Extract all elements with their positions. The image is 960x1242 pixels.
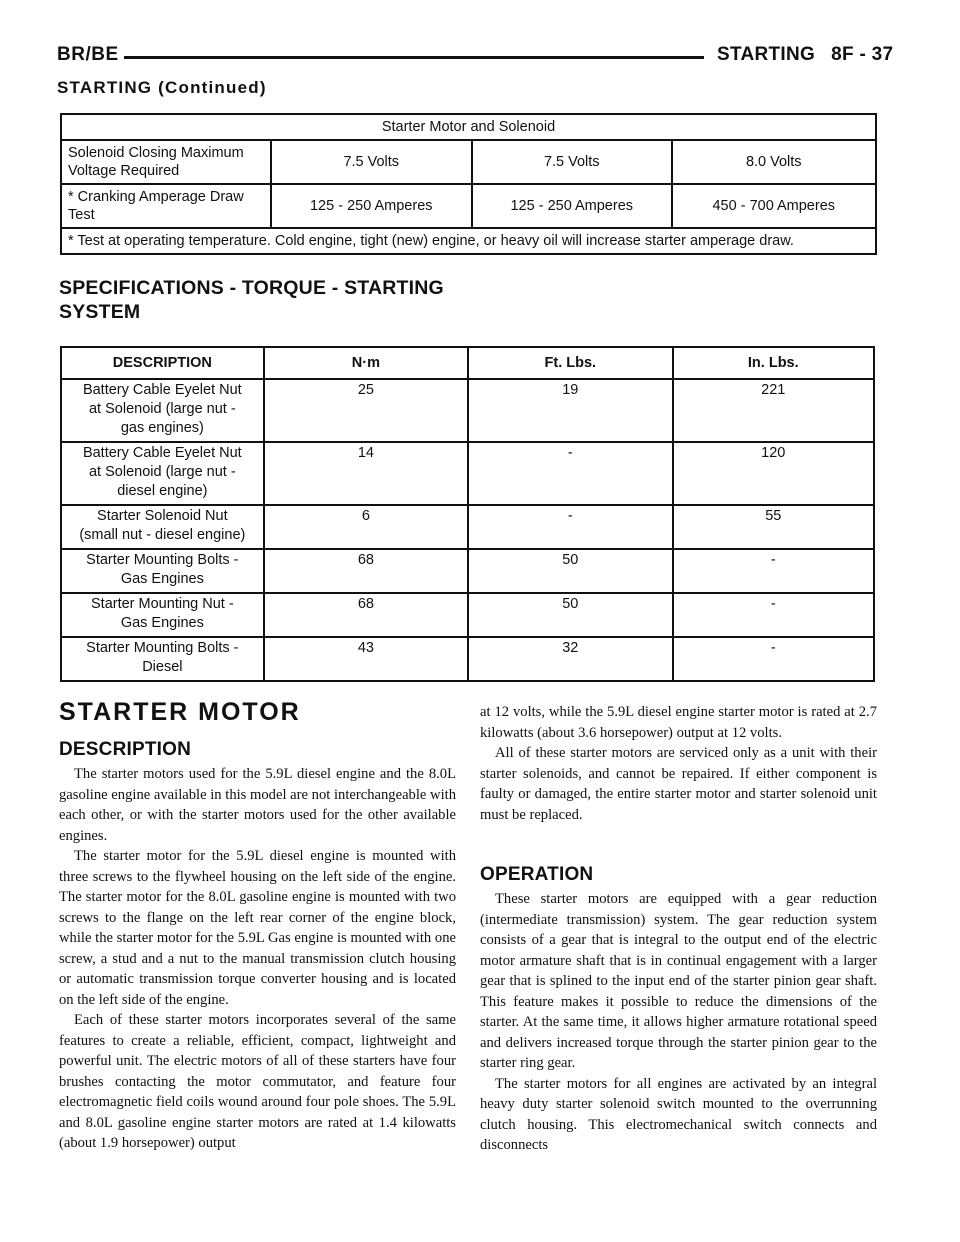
description-heading: DESCRIPTION (59, 739, 192, 760)
description-cell (61, 442, 264, 505)
description-cell (61, 593, 264, 637)
desc-line: Diesel (142, 659, 183, 675)
table-cell: 450 - 700 Amperes (672, 184, 877, 228)
table-row (61, 379, 874, 442)
desc-line: diesel engine) (117, 483, 208, 499)
desc-line: gas engines) (120, 420, 204, 436)
running-header-model: BR/BE (57, 44, 119, 65)
table-cell: 7.5 Volts (271, 140, 473, 184)
desc-line: Gas Engines (120, 615, 204, 631)
ftlbs-cell: - (468, 442, 672, 505)
table-cell: 7.5 Volts (472, 140, 672, 184)
ftlbs-cell: 32 (468, 637, 672, 681)
desc-line: Starter Solenoid Nut (97, 508, 228, 524)
ftlbs-cell: 19 (468, 379, 672, 442)
starter-solenoid-table (60, 113, 877, 255)
row-label: * Cranking Amperage Draw Test (61, 184, 271, 228)
header-rule (124, 56, 704, 59)
desc-line: (small nut - diesel engine) (79, 527, 246, 543)
desc-line: at Solenoid (large nut - (88, 401, 236, 417)
table-cell: 125 - 250 Amperes (271, 184, 473, 228)
paragraph: The starter motor for the 5.9L diesel engine is mounted with three screws to the flywheel housing on the left side of the engine. The starter motor for the 8.0L gasoline engine is mounted with two screws to the flange on the left rear corner of the engine block, while the starter motor for the 5.9L Gas engine is mounted with one screw, a stud and a nut to the manual transmission clutch housing or automatic transmission torque converter housing and is located on the left side of the engine. (59, 848, 456, 1008)
description-text-left (59, 764, 456, 1154)
table-row (61, 593, 874, 637)
paragraph: The starter motors used for the 5.9L diesel engine and the 8.0L gasoline engine available in this model are not interchangeable with each other, or with the starter motors used for the other available engines. (59, 766, 456, 844)
table-row (61, 637, 874, 681)
paragraph: at 12 volts, while the 5.9L diesel engine starter motor is rated at 2.7 kilowatts (about 3.6 horsepower) output at 12 volts. (480, 704, 877, 741)
inlbs-cell: - (673, 637, 874, 681)
column-header: N·m (264, 347, 468, 379)
table-row (61, 505, 874, 549)
paragraph: Each of these starter motors incorporates several of the same features to create a reliable, efficient, compact, lightweight and powerful unit. The electric motors of all of these starters have four brushes contacting the motor commutator, and feature four electromagnetic field coils wound around four pole shoes. The 5.9L and 8.0L gasoline engine starter motors are rated at 1.4 kilowatts (about 1.9 horsepower) output (59, 1012, 456, 1151)
table-title: Starter Motor and Solenoid (61, 114, 876, 140)
page-number: 8F - 37 (831, 44, 894, 65)
inlbs-cell: - (673, 549, 874, 593)
nm-cell: 14 (264, 442, 468, 505)
desc-line: Gas Engines (120, 571, 204, 587)
description-cell (61, 549, 264, 593)
heading-line: SYSTEM (59, 301, 141, 323)
paragraph: The starter motors for all engines are activated by an integral heavy duty starter solenoid switch mounted to the overrunning clutch housing. This electromechanical switch connects and disconnects (480, 1075, 877, 1153)
description-cell (61, 637, 264, 681)
table-row (61, 140, 876, 184)
table-row (61, 184, 876, 228)
torque-spec-table (60, 346, 875, 682)
table-row (61, 442, 874, 505)
nm-cell: 43 (264, 637, 468, 681)
desc-line: Starter Mounting Bolts - (86, 640, 239, 656)
inlbs-cell: 120 (673, 442, 874, 505)
section-title: STARTER MOTOR (59, 698, 301, 726)
ftlbs-cell: 50 (468, 549, 672, 593)
table-header-row (61, 347, 874, 379)
column-header: In. Lbs. (673, 347, 874, 379)
table-row (61, 549, 874, 593)
nm-cell: 68 (264, 593, 468, 637)
column-header: Ft. Lbs. (468, 347, 672, 379)
ftlbs-cell: 50 (468, 593, 672, 637)
nm-cell: 6 (264, 505, 468, 549)
operation-text (480, 889, 877, 1156)
operation-heading: OPERATION (480, 864, 594, 885)
table-footnote: * Test at operating temperature. Cold engine, tight (new) engine, or heavy oil will increase starter amperage draw. (61, 228, 876, 254)
paragraph: All of these starter motors are serviced only as a unit with their starter solenoids, and cannot be repaired. If either component is faulty or damaged, the entire starter motor and starter solenoid unit must be replaced. (480, 745, 877, 823)
ftlbs-cell: - (468, 505, 672, 549)
desc-line: Starter Mounting Bolts - (86, 552, 239, 568)
nm-cell: 68 (264, 549, 468, 593)
desc-line: Battery Cable Eyelet Nut (82, 382, 242, 398)
continued-heading: STARTING (Continued) (57, 78, 267, 97)
inlbs-cell: - (673, 593, 874, 637)
running-header-section (717, 44, 893, 66)
inlbs-cell: 221 (673, 379, 874, 442)
section-name: STARTING (717, 44, 816, 65)
row-label: Solenoid Closing Maximum Voltage Required (61, 140, 271, 184)
description-text-right (480, 702, 877, 825)
table-cell: 125 - 250 Amperes (472, 184, 672, 228)
nm-cell: 25 (264, 379, 468, 442)
description-cell (61, 379, 264, 442)
desc-line: Battery Cable Eyelet Nut (82, 445, 242, 461)
torque-spec-heading (59, 276, 444, 324)
desc-line: Starter Mounting Nut - (91, 596, 234, 612)
description-cell (61, 505, 264, 549)
heading-line: SPECIFICATIONS - TORQUE - STARTING (59, 277, 444, 299)
inlbs-cell: 55 (673, 505, 874, 549)
column-header: DESCRIPTION (61, 347, 264, 379)
desc-line: at Solenoid (large nut - (88, 464, 236, 480)
table-cell: 8.0 Volts (672, 140, 877, 184)
paragraph: These starter motors are equipped with a gear reduction (intermediate transmission) system. The gear reduction system consists of a gear that is integral to the output end of the electric motor armature shaft that is in continual engagement with a larger gear that is splined to the input end of the starter pinion gear shaft. This feature makes it possible to reduce the dimensions of the starter. At the same time, it allows higher armature rotational speed and delivers increased torque through the starter pinion gear to the starter ring gear. (480, 891, 877, 1071)
